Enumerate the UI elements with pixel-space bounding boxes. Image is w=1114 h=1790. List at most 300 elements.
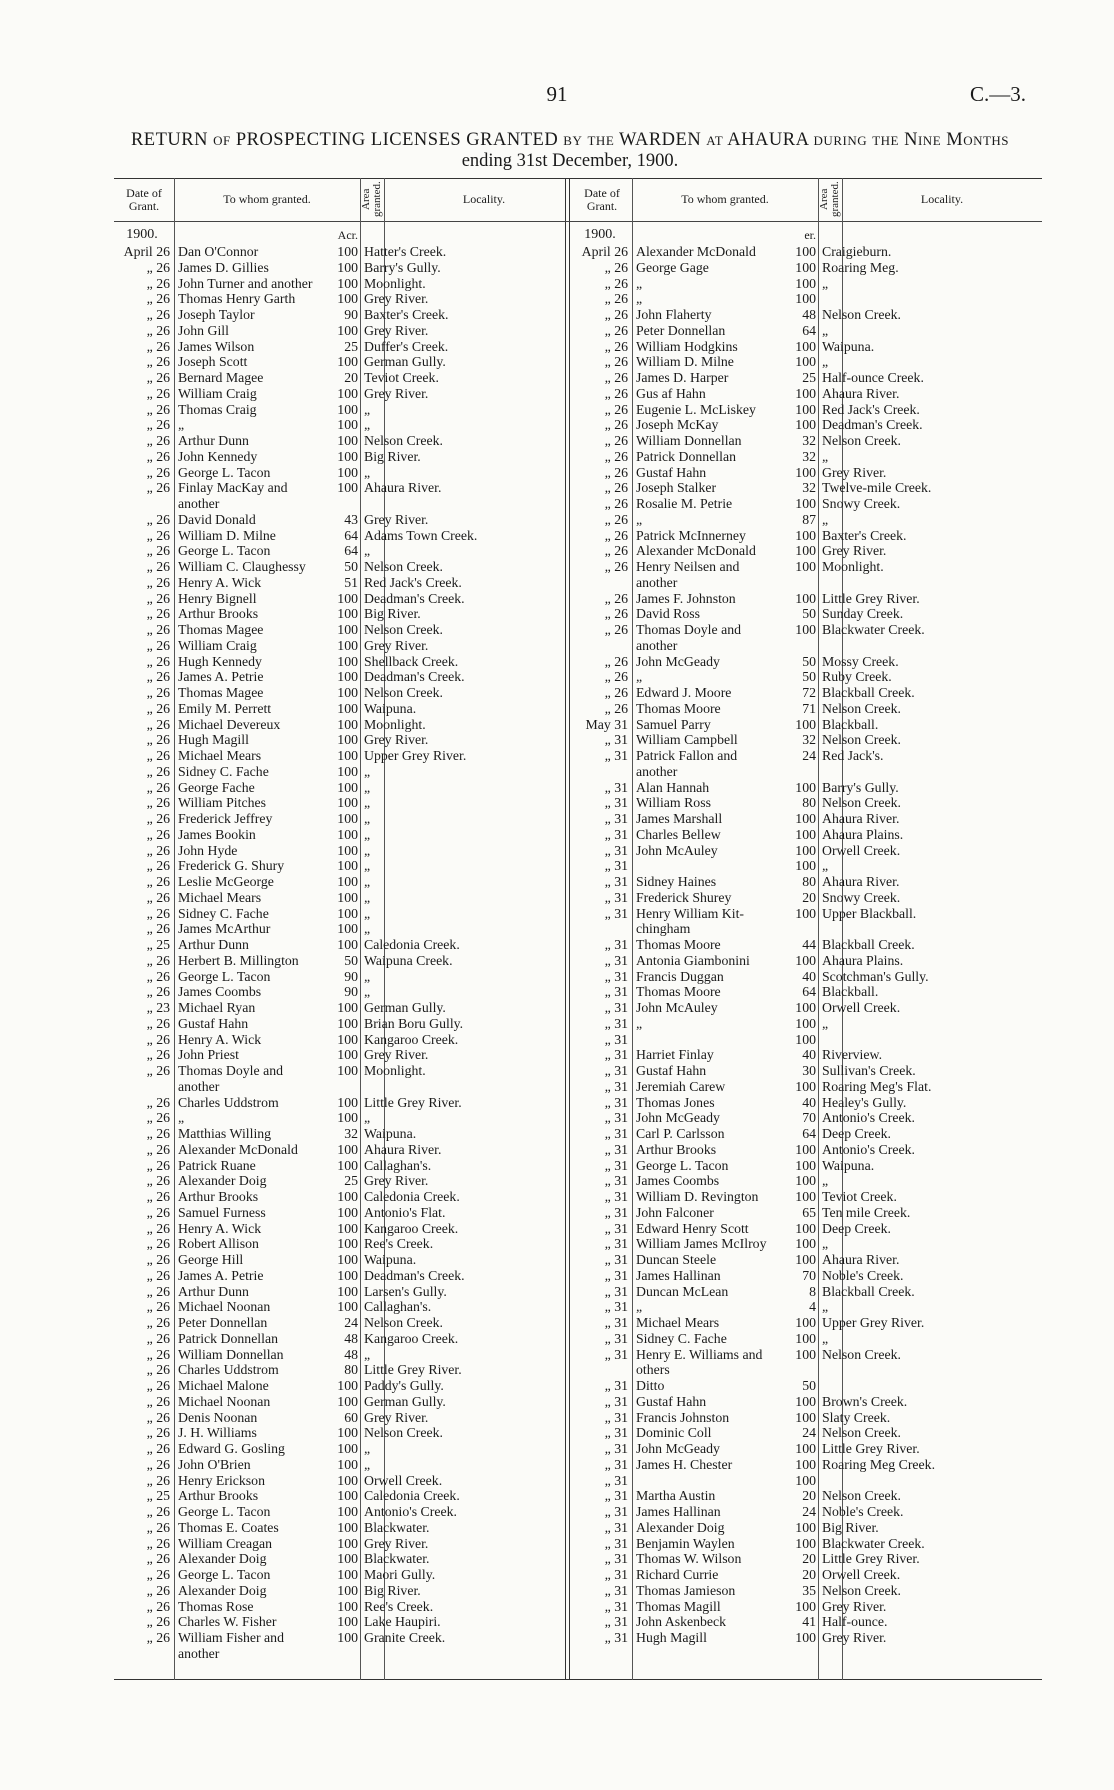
grantee-name: „ (636, 669, 643, 685)
grant-date: „ 26 (604, 700, 628, 716)
grant-date: „ 26 (146, 1094, 170, 1110)
table-row (572, 1630, 1042, 1646)
table-row (114, 1599, 584, 1615)
table-row (572, 417, 1042, 433)
table-row (114, 1205, 584, 1221)
grantee-name: Arthur Dunn (178, 433, 249, 448)
grantee-name: Edward G. Gosling (178, 1441, 285, 1456)
table-row (572, 1473, 1042, 1489)
locality: Roaring Meg. (822, 259, 899, 275)
grant-date: „ 26 (146, 1189, 170, 1204)
area-acres: 100 (337, 1220, 358, 1236)
grantee-name: John Kennedy (178, 448, 258, 464)
locality: „ (822, 1173, 829, 1189)
grant-date: „ 26 (604, 527, 628, 543)
area-acres: 100 (337, 1047, 358, 1063)
table-row (114, 1630, 584, 1646)
area-acres: 100 (337, 700, 358, 716)
table-row (114, 1079, 584, 1095)
grantee-name: James Marshall (636, 811, 723, 826)
grantee-name: Charles Uddstrom (178, 1362, 279, 1378)
grant-date: „ 23 (146, 1000, 170, 1015)
area-acres: 20 (802, 889, 816, 905)
grantee-name: William Ross (636, 795, 711, 811)
table-row (572, 1331, 1042, 1347)
grantee-name: Peter Donnellan (636, 322, 726, 338)
table-row (572, 276, 1042, 292)
grantee-name: William Craig (178, 385, 257, 401)
grant-date: „ 26 (146, 700, 170, 716)
grant-date: „ 31 (604, 842, 628, 858)
table-row (572, 1614, 1042, 1630)
grant-date: „ 26 (604, 338, 628, 354)
area-acres: 40 (802, 968, 816, 984)
locality: Lake Haupiri. (364, 1614, 441, 1630)
area-acres: 100 (337, 748, 358, 763)
area-acres: 100 (337, 842, 358, 858)
header-date: Date of Grant. (584, 185, 620, 213)
locality: Nelson Creek. (364, 622, 443, 637)
locality: Moonlight. (364, 716, 426, 732)
year-label: 1900. (126, 227, 158, 242)
table-row (572, 654, 1042, 670)
area-acres: 100 (795, 1236, 816, 1252)
grantee-name: Finlay MacKay and (178, 480, 288, 496)
locality: Ahaura River. (822, 874, 900, 889)
grantee-name: Thomas Magee (178, 622, 264, 637)
grantee-name: Sidney C. Fache (178, 763, 269, 779)
grant-date: „ 26 (146, 716, 170, 732)
grant-date: „ 26 (146, 732, 170, 748)
grant-date: „ 31 (604, 1598, 628, 1614)
table-row (114, 654, 584, 670)
grantee-name: David Ross (636, 606, 701, 622)
grantee-name: Robert Allison (178, 1236, 259, 1252)
grantee-name: James Coombs (178, 984, 262, 1000)
grantee-name: George L. Tacon (636, 1157, 729, 1173)
table-row (114, 780, 584, 796)
table-row (114, 1063, 584, 1079)
grant-date: „ 26 (146, 1551, 170, 1567)
table-row (572, 732, 1042, 748)
grantee-name: Duncan McLean (636, 1283, 729, 1299)
area-acres: 70 (802, 1110, 816, 1126)
locality: „ (364, 1110, 371, 1126)
area-acres: 100 (795, 1220, 816, 1236)
locality: Ahaura Plains. (822, 952, 904, 968)
locality: Nelson Creek. (822, 307, 901, 322)
grant-date: „ 26 (146, 370, 170, 385)
table-row (572, 764, 1042, 780)
locality: Noble's Creek. (822, 1267, 904, 1283)
grant-date: April 26 (581, 244, 628, 259)
grant-date: „ 26 (146, 1582, 170, 1598)
grantee-name: John Falconer (636, 1204, 714, 1220)
table-row (114, 1583, 584, 1599)
grant-date: „ 31 (604, 1582, 628, 1598)
area-acres: 100 (795, 826, 816, 842)
grant-date: „ 26 (146, 590, 170, 606)
table-row (572, 1410, 1042, 1426)
grantee-name: Henry Bignell (178, 590, 257, 606)
grant-date: „ 31 (604, 1157, 628, 1173)
area-acres: 80 (802, 795, 816, 811)
area-acres: 100 (337, 826, 358, 842)
grantee-name: Thomas Jamieson (636, 1582, 736, 1598)
table-row (114, 1173, 584, 1189)
table-row (572, 1000, 1042, 1016)
table-row (114, 323, 584, 339)
locality: Waipuna. (364, 1126, 417, 1141)
grantee-name: James Coombs (636, 1173, 720, 1189)
locality: Nelson Creek. (822, 700, 901, 716)
table-row (114, 291, 584, 307)
grant-date: „ 26 (146, 1126, 170, 1141)
grantee-name: Hugh Magill (636, 1630, 707, 1645)
area-acres: 100 (337, 1252, 358, 1267)
locality: Grey River. (364, 322, 429, 338)
table-row (572, 1110, 1042, 1126)
grant-date: „ 31 (604, 1283, 628, 1299)
grantee-name: „ (178, 1110, 185, 1126)
grant-date: „ 26 (146, 1362, 170, 1378)
table-row (572, 638, 1042, 654)
grant-date: „ 31 (604, 1267, 628, 1283)
title-line-2: ending 31st December, 1900. (461, 151, 679, 171)
locality: Ahaura River. (822, 1252, 900, 1267)
locality: „ (822, 1299, 829, 1315)
grantee-name: Thomas Moore (636, 700, 721, 716)
locality: Nelson Creek. (364, 433, 443, 448)
table-row (114, 417, 584, 433)
locality: Snowy Creek. (822, 496, 901, 511)
grantee-name: Emily M. Perrett (178, 700, 272, 716)
header-date: Date of Grant. (126, 185, 162, 213)
grant-date: „ 31 (604, 1000, 628, 1015)
grant-date: „ 26 (146, 338, 170, 354)
locality: Snowy Creek. (822, 889, 901, 905)
header-rule (572, 221, 1042, 222)
grant-date: „ 26 (146, 1110, 170, 1126)
table-row (114, 1567, 584, 1583)
area-acres: 100 (337, 1378, 358, 1393)
table-row (114, 1614, 584, 1630)
grantee-name: Thomas Magill (636, 1598, 721, 1614)
area-acres: 100 (337, 1456, 358, 1472)
grant-date: „ 26 (146, 1456, 170, 1472)
locality: Ahaura River. (822, 811, 900, 826)
area-acres: 100 (795, 905, 816, 921)
table-row (114, 354, 584, 370)
table-row (114, 370, 584, 386)
locality: Little Grey River. (822, 1441, 920, 1456)
locality: Blackball. (822, 716, 879, 732)
grantee-name: John Priest (178, 1047, 239, 1063)
locality: „ (822, 858, 829, 874)
grantee-name: John Askenbeck (636, 1614, 727, 1630)
locality: Grey River. (364, 1173, 429, 1189)
area-acres: 100 (795, 1157, 816, 1173)
grant-date: „ 31 (604, 811, 628, 826)
area-acres: 100 (337, 590, 358, 606)
grant-date: „ 31 (604, 1031, 628, 1047)
area-acres: 100 (795, 1015, 816, 1031)
locality: Granite Creek. (364, 1630, 446, 1645)
grantee-name: William Creagan (178, 1535, 273, 1551)
locality: „ (364, 1441, 371, 1456)
table-row (572, 323, 1042, 339)
grant-date: „ 26 (146, 1504, 170, 1519)
table-row (572, 386, 1042, 402)
table-row (114, 575, 584, 591)
table-row (572, 1158, 1042, 1174)
grantee-name: William Craig (178, 637, 257, 653)
locality: „ (364, 968, 371, 984)
grant-date: „ 26 (146, 1425, 170, 1441)
area-acres: 100 (795, 527, 816, 543)
locality: Big River. (364, 448, 421, 464)
area-acres: 100 (337, 732, 358, 748)
grantee-name: George L. Tacon (178, 464, 271, 480)
grantee-name: Patrick Ruane (178, 1157, 256, 1173)
grant-date: „ 31 (604, 826, 628, 842)
table-row (572, 1252, 1042, 1268)
grant-date: „ 31 (604, 1630, 628, 1645)
area-acres: 100 (795, 354, 816, 370)
table-row (572, 339, 1042, 355)
area-acres: 64 (344, 543, 358, 559)
grantee-name: Henry A. Wick (178, 574, 262, 590)
grantee-name: Edward Henry Scott (636, 1220, 749, 1236)
grant-date: „ 26 (604, 590, 628, 606)
area-acres: 100 (795, 1173, 816, 1189)
locality: Blackwater. (364, 1519, 430, 1535)
grantee-name: Carl P. Carlsson (636, 1126, 725, 1141)
table-row (572, 1063, 1042, 1079)
locality: Nelson Creek. (364, 685, 443, 700)
table-row (114, 1378, 584, 1394)
locality: Deadman's Creek. (364, 669, 465, 685)
grant-date: „ 31 (604, 905, 628, 921)
locality: „ (364, 905, 371, 921)
table-row (114, 1457, 584, 1473)
grantee-name: Benjamin Waylen (636, 1535, 735, 1551)
locality: Callaghan's. (364, 1157, 432, 1173)
grant-date: „ 26 (604, 480, 628, 496)
locality: Moonlight. (364, 275, 426, 291)
grantee-name: Hugh Magill (178, 732, 249, 748)
table-row (572, 591, 1042, 607)
grantee-name: Thomas Doyle and (178, 1063, 283, 1078)
grantee-name: William C. Claughessy (178, 559, 306, 574)
grantee-name: another (178, 496, 220, 511)
area-acres: 100 (795, 401, 816, 417)
grant-date: „ 26 (146, 354, 170, 370)
locality: „ (822, 1015, 829, 1031)
table-row (114, 1331, 584, 1347)
grant-date: „ 26 (146, 669, 170, 685)
header-area (360, 178, 384, 221)
table-row (114, 1536, 584, 1552)
area-acres: 100 (795, 622, 816, 637)
area-acres: 100 (337, 622, 358, 637)
grant-date: „ 26 (146, 464, 170, 480)
table-row (572, 969, 1042, 985)
area-acres: 100 (795, 543, 816, 559)
grantee-name: „ (636, 275, 643, 291)
grant-date: „ 26 (146, 1063, 170, 1078)
table-row (114, 717, 584, 733)
table-row (114, 732, 584, 748)
locality: Healey's Gully. (822, 1094, 907, 1110)
area-acres: 100 (337, 1236, 358, 1252)
table-row (114, 1473, 584, 1489)
grantee-name: John McAuley (636, 1000, 718, 1015)
locality: Grey River. (364, 1409, 429, 1425)
table-row (114, 1425, 584, 1441)
table-row (572, 559, 1042, 575)
grant-date: „ 26 (604, 464, 628, 480)
area-acres: 35 (802, 1582, 816, 1598)
grant-date: „ 26 (146, 1236, 170, 1252)
locality: Waipuna. (822, 1157, 875, 1173)
grant-date: „ 26 (146, 1330, 170, 1346)
grant-date: „ 26 (146, 511, 170, 527)
table-row (572, 1425, 1042, 1441)
grantee-name: Gustaf Hahn (636, 464, 707, 480)
grant-date: „ 26 (604, 275, 628, 291)
locality: Grey River. (364, 511, 429, 527)
table-row (572, 1268, 1042, 1284)
locality: German Gully. (364, 1000, 446, 1015)
grant-date: „ 26 (146, 385, 170, 401)
locality: „ (822, 275, 829, 291)
grantee-name: Thomas Rose (178, 1598, 254, 1614)
table-row (572, 984, 1042, 1000)
table-row (572, 354, 1042, 370)
table-row (114, 1299, 584, 1315)
locality: Baxter's Creek. (822, 527, 907, 543)
grant-date: „ 26 (146, 1378, 170, 1393)
locality: Blackball Creek. (822, 685, 915, 700)
grantee-name: John Hyde (178, 842, 238, 858)
table-row (572, 1205, 1042, 1221)
grantee-name: Patrick Donnellan (636, 448, 737, 464)
table-row (572, 606, 1042, 622)
grant-date: „ 26 (146, 811, 170, 826)
locality: Orwell Creek. (822, 842, 901, 858)
grantee-name: Thomas Doyle and (636, 622, 741, 637)
locality: „ (364, 1346, 371, 1362)
grant-date: „ 26 (146, 637, 170, 653)
area-acres: 100 (337, 244, 358, 259)
header-area-label: Area granted. (818, 181, 841, 218)
area-acres: 8 (809, 1283, 816, 1299)
document-reference: C.—3. (969, 82, 1026, 106)
year-label: 1900. (584, 227, 616, 242)
area-acres: 32 (802, 732, 816, 748)
area-acres: 100 (795, 858, 816, 874)
grant-date: „ 31 (604, 1015, 628, 1031)
area-unit: er. (804, 228, 816, 242)
area-acres: 70 (802, 1267, 816, 1283)
table-row (114, 606, 584, 622)
grant-date: „ 26 (146, 1535, 170, 1551)
grantee-name: Harriet Finlay (636, 1047, 714, 1063)
grantee-name: Alexander McDonald (636, 244, 756, 259)
table-row (572, 244, 1042, 260)
area-acres: 100 (795, 842, 816, 858)
locality: Nelson Creek. (364, 1425, 443, 1441)
table-row (572, 370, 1042, 386)
area-acres: 100 (337, 874, 358, 889)
grantee-name: Charles Uddstrom (178, 1094, 279, 1110)
header-name: To whom granted. (223, 192, 311, 206)
grantee-name: Samuel Parry (636, 716, 711, 732)
area-acres: 100 (795, 1315, 816, 1330)
grant-date: „ 26 (146, 275, 170, 291)
grant-date: „ 26 (146, 1031, 170, 1047)
table-row (114, 1000, 584, 1016)
grant-date: „ 26 (146, 1519, 170, 1535)
area-acres: 20 (344, 370, 358, 385)
right-table (572, 178, 1042, 1680)
grant-date: „ 26 (146, 984, 170, 1000)
grantee-name: John McGeady (636, 653, 720, 669)
locality: Blackwater Creek. (822, 1535, 925, 1551)
locality: Craigieburn. (822, 244, 892, 259)
grantee-name: Alan Hannah (636, 779, 710, 795)
table-row (114, 1032, 584, 1048)
grantee-name: James F. Johnston (636, 590, 736, 606)
area-acres: 100 (337, 417, 358, 433)
grantee-name: Alexander Doig (636, 1519, 725, 1535)
locality: „ (822, 1236, 829, 1252)
area-acres: 64 (802, 1126, 816, 1141)
area-acres: 50 (344, 952, 358, 968)
area-acres: 100 (337, 685, 358, 700)
area-acres: 100 (337, 1393, 358, 1409)
grantee-name: Peter Donnellan (178, 1315, 268, 1330)
grantee-name: Alexander McDonald (178, 1141, 298, 1157)
grantee-name: Martha Austin (636, 1488, 716, 1504)
locality: „ (364, 826, 371, 842)
grantee-name: James A. Petrie (178, 1267, 264, 1283)
table-row (572, 1362, 1042, 1378)
grant-date: „ 26 (146, 842, 170, 858)
area-acres: 100 (337, 763, 358, 779)
locality: Nelson Creek. (822, 1488, 901, 1504)
grantee-name: Arthur Brooks (178, 606, 259, 622)
area-acres: 100 (337, 669, 358, 685)
locality: Upper Grey River. (364, 748, 467, 763)
table-row (572, 1441, 1042, 1457)
grantee-name: George Fache (178, 779, 255, 795)
area-acres: 20 (802, 1551, 816, 1567)
table-row (114, 795, 584, 811)
locality: Grey River. (822, 1630, 887, 1645)
locality: Slaty Creek. (822, 1409, 891, 1425)
grant-date: „ 26 (146, 1630, 170, 1645)
area-acres: 100 (795, 385, 816, 401)
locality: „ (822, 354, 829, 370)
grantee-name: Patrick Fallon and (636, 748, 738, 763)
locality: „ (364, 779, 371, 795)
area-acres: 100 (337, 606, 358, 622)
grantee-name: Michael Noonan (178, 1393, 271, 1409)
table-row (114, 764, 584, 780)
grantee-name: Henry A. Wick (178, 1031, 262, 1047)
